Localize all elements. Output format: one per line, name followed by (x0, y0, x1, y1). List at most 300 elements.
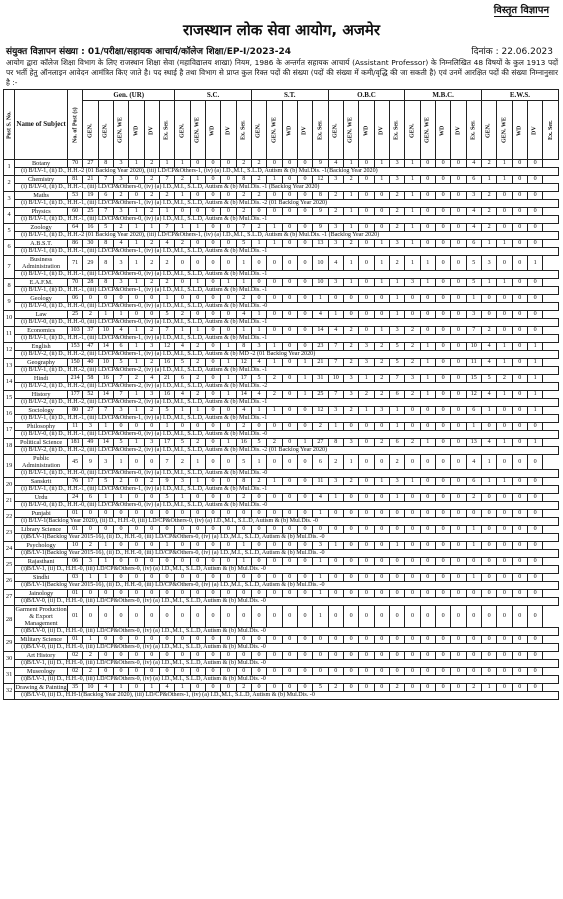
header-group-st: S.T. (251, 90, 328, 101)
row-cell: 0 (129, 606, 144, 628)
row-cell: 2 (481, 327, 496, 335)
row-cell: 1 (190, 279, 205, 287)
row-cell: 2 (251, 478, 266, 486)
row-post-count: 10 (68, 542, 83, 550)
row-cell: 0 (389, 636, 404, 644)
row-cell: 10 (98, 359, 113, 367)
row-cell: 0 (405, 590, 420, 598)
row-post-count: 80 (68, 407, 83, 415)
row-cell: 5 (236, 455, 251, 470)
row-cell: 2 (405, 439, 420, 447)
row-cell: 0 (159, 606, 174, 628)
row-cell: 0 (297, 279, 312, 287)
row-cell: 1 (297, 439, 312, 447)
row-disability-note: (i) B/LV-1, (ii) D., H.H.-2 (01 Backlog Year 2020), (iii) LD/CP&Others-1, (iv) (a) I.D.,M.I., S.L.D, Autism & (b) Mul.Dis. -1 (Backlog Year 2020) (15, 232, 559, 240)
row-cell: 0 (205, 343, 220, 351)
row-cell: 6 (175, 375, 190, 383)
row-cell: 2 (144, 407, 159, 415)
row-cell: 0 (405, 558, 420, 566)
row-cell: 0 (159, 652, 174, 660)
header-col-0-5: Ex. Ser. (159, 101, 174, 160)
row-cell: 0 (405, 668, 420, 676)
row-cell: 0 (113, 668, 128, 676)
header-col-5-4: Ex. Ser. (543, 101, 559, 160)
row-cell: 2 (144, 160, 159, 168)
row-cell: 0 (175, 590, 190, 598)
row-cell: 1 (159, 295, 174, 303)
row-cell: 0 (420, 590, 435, 598)
row-cell: 0 (512, 279, 527, 287)
row-cell: 0 (221, 636, 236, 644)
row-cell: 1 (175, 407, 190, 415)
row-cell: 0 (359, 510, 374, 518)
row-cell: 16 (83, 224, 98, 232)
row-cell: 0 (451, 192, 466, 200)
row-cell: 0 (359, 526, 374, 534)
row-post-count: 60 (68, 208, 83, 216)
row-cell: 5 (236, 240, 251, 248)
row-cell: 1 (497, 343, 512, 351)
row-subject: Maths (15, 192, 68, 200)
row-cell: 0 (343, 558, 358, 566)
row-cell: 5 (466, 279, 481, 287)
row-cell: 2 (251, 192, 266, 200)
row-disability-note: (i) B/LV-1(Backlog Year 2020), (ii) D., H.H.-0, (iii) LD/CP&Others-0, (iv) (a) I.D.,M.I., S.L.D, Autism & (b) Mul.Dis. -0 (15, 518, 559, 526)
row-cell: 3 (405, 375, 420, 383)
row-cell: 1 (221, 343, 236, 351)
row-cell: 0 (481, 574, 496, 582)
row-cell: 0 (190, 192, 205, 200)
row-disability-note: (i)B/LV-1(Backlog Year 2015-16), (ii) D., H.H.-0, (iii) LD/CP&Others-0, (iv) (a) I.D.,M.I., S.L.D, Autism & (b) Mul.Dis. -0 (15, 582, 559, 590)
row-cell: 2 (343, 478, 358, 486)
row-cell: 1 (420, 343, 435, 351)
header-group-mbc: M.B.C. (405, 90, 482, 101)
row-serial: 19 (4, 455, 15, 478)
row-cell: 0 (129, 192, 144, 200)
row-cell: 4 (251, 391, 266, 399)
row-cell: 0 (527, 590, 542, 598)
row-serial: 23 (4, 526, 15, 542)
row-cell: 5 (175, 359, 190, 367)
row-cell: 0 (190, 510, 205, 518)
row-cell: 0 (527, 208, 542, 216)
row-cell: 0 (481, 494, 496, 502)
row-cell: 0 (359, 208, 374, 216)
row-cell: 0 (405, 423, 420, 431)
row-cell: 0 (389, 652, 404, 660)
row-cell: 0 (175, 295, 190, 303)
row-cell: 0 (451, 526, 466, 534)
row-cell: 0 (190, 636, 205, 644)
row-cell: 1 (190, 407, 205, 415)
row-cell: 0 (497, 574, 512, 582)
row-cell: 0 (236, 574, 251, 582)
row-cell: 3 (113, 279, 128, 287)
row-cell: 3 (175, 478, 190, 486)
row-post-count: 86 (68, 240, 83, 248)
row-cell: 1 (113, 455, 128, 470)
row-cell: 0 (451, 343, 466, 351)
row-cell: 8 (98, 160, 113, 168)
row-cell: 0 (267, 526, 282, 534)
row-cell: 0 (481, 295, 496, 303)
row-cell: 1 (221, 279, 236, 287)
row-cell: 0 (159, 526, 174, 534)
row-cell: 1 (374, 327, 389, 335)
row-cell: 1 (297, 359, 312, 367)
row-cell: 0 (435, 574, 450, 582)
row-cell: 3 (328, 478, 343, 486)
row-cell: 1 (175, 192, 190, 200)
row-cell: 0 (420, 478, 435, 486)
row-post-count: 02 (68, 652, 83, 660)
row-cell: 0 (159, 574, 174, 582)
row-cell: 0 (129, 526, 144, 534)
row-cell: 5 (251, 439, 266, 447)
row-cell: 0 (497, 590, 512, 598)
row-cell: 0 (497, 494, 512, 502)
row-cell: 3 (466, 311, 481, 319)
row-cell: 1 (190, 224, 205, 232)
row-cell: 0 (313, 652, 328, 660)
row-cell: 0 (359, 455, 374, 470)
row-cell: 0 (205, 455, 220, 470)
row-cell: 1 (481, 240, 496, 248)
row-disability-note: (i)B/LV-1(Backlog Year 2015-16), (ii) D., H.H.-0, (iii) LD/CP&Others-0, (iv) (a) I.D.,M.I., S.L.D, Autism & (b) Mul.Dis. -0 (15, 550, 559, 558)
row-subject: Chemistry (15, 176, 68, 184)
row-cell: 1 (313, 574, 328, 582)
row-cell: 0 (328, 558, 343, 566)
row-cell: 2 (343, 407, 358, 415)
table-row (4, 526, 559, 534)
row-cell: 7 (328, 359, 343, 367)
row-cell: 0 (527, 668, 542, 676)
row-cell: 5 (389, 343, 404, 351)
row-cell: 2 (389, 256, 404, 271)
row-cell: 1 (267, 343, 282, 351)
row-cell: 0 (451, 636, 466, 644)
row-cell: 0 (267, 423, 282, 431)
row-cell: 0 (512, 192, 527, 200)
row-disability-note: (i) B/LV-2, (ii) D., H.H.-2, (iii) LD/CP&Others-1, (iv) (a) I.D.,M.I., S.L.D, Autism & (b) MD -2 (01 Backlog Year 2020) (15, 351, 559, 359)
row-cell: 0 (205, 176, 220, 184)
header-sno: Post S. No. (4, 90, 15, 160)
header-row-groups (4, 90, 559, 101)
row-cell: 0 (282, 455, 297, 470)
row-cell: 0 (205, 668, 220, 676)
row-cell: 2 (481, 160, 496, 168)
row-cell: 2 (481, 208, 496, 216)
header-group-gen: Gen. (UR) (83, 90, 175, 101)
row-cell: 1 (313, 606, 328, 628)
row-cell: 0 (435, 391, 450, 399)
row-disability-note: (i) B/LV-0, (ii) D., H.H.-0, (iii) LD/CP&Others-0, (iv) (a) I.D.,M.I., S.L.D, Autism & (b) Mul.Dis. -0 (15, 303, 559, 311)
row-cell: 0 (451, 478, 466, 486)
row-cell: 0 (435, 684, 450, 692)
row-cell: 0 (144, 590, 159, 598)
row-cell: 1 (251, 327, 266, 335)
row-post-count: 76 (68, 478, 83, 486)
advertisement-type-tag: विस्तृत विज्ञापन (494, 2, 549, 17)
row-cell: 0 (282, 423, 297, 431)
row-cell: 4 (328, 327, 343, 335)
header-group-ews: E.W.S. (481, 90, 558, 101)
row-cell: 0 (497, 224, 512, 232)
table-row (4, 327, 559, 335)
row-cell: 0 (251, 510, 266, 518)
row-cell: 1 (251, 240, 266, 248)
row-cell: 1 (129, 407, 144, 415)
row-cell: 4 (466, 224, 481, 232)
row-post-count: 214 (68, 375, 83, 383)
table-row (4, 343, 559, 351)
row-disability-note: (i)B/LV-0, (ii) D., H.H-1(Backlog Year 2020), (iii) LD/CP&Others-1, (iv) (a) I.D.,M.I., S.L.D, Autism & (b) Mul.Dis. -0 (15, 692, 559, 700)
row-cell: 7 (159, 176, 174, 184)
row-cell: 0 (374, 668, 389, 676)
row-cell: 0 (512, 478, 527, 486)
row-cell: 0 (512, 160, 527, 168)
row-cell: 0 (451, 407, 466, 415)
row-cell: 0 (297, 343, 312, 351)
row-cell: 7 (159, 224, 174, 232)
row-post-count: 24 (68, 494, 83, 502)
row-cell: 0 (527, 279, 542, 287)
row-cell: 0 (113, 423, 128, 431)
row-cell: 2 (190, 375, 205, 383)
row-cell: 0 (497, 526, 512, 534)
row-cell: 0 (190, 558, 205, 566)
row-cell: 37 (83, 327, 98, 335)
row-cell: 0 (190, 494, 205, 502)
row-post-count: 71 (68, 256, 83, 271)
row-cell: 0 (297, 176, 312, 184)
row-cell: 27 (313, 439, 328, 447)
row-cell: 58 (83, 375, 98, 383)
row-cell: 0 (251, 668, 266, 676)
row-cell: 0 (512, 295, 527, 303)
table-row (4, 375, 559, 383)
row-cell: 0 (451, 327, 466, 335)
row-cell: 0 (328, 295, 343, 303)
row-cell: 0 (512, 590, 527, 598)
row-cell: 0 (481, 423, 496, 431)
row-cell: 0 (205, 279, 220, 287)
row-cell: 2 (144, 192, 159, 200)
row-cell: 0 (175, 652, 190, 660)
row-subject: Sindhi (15, 574, 68, 582)
row-cell: 0 (144, 606, 159, 628)
row-cell: 0 (420, 295, 435, 303)
row-cell: 0 (282, 439, 297, 447)
row-cell: 0 (282, 224, 297, 232)
row-cell: 4 (481, 439, 496, 447)
row-cell: 2 (374, 375, 389, 383)
row-serial: 5 (4, 224, 15, 240)
row-cell: 0 (466, 590, 481, 598)
row-cell: 0 (267, 542, 282, 550)
row-cell: 2 (405, 327, 420, 335)
row-cell: 2 (374, 439, 389, 447)
row-cell: 1 (497, 240, 512, 248)
row-serial: 2 (4, 176, 15, 192)
header-col-2-3: DV (297, 101, 312, 160)
row-cell: 2 (374, 391, 389, 399)
row-cell: 3 (389, 160, 404, 168)
row-cell: 0 (343, 652, 358, 660)
table-row (4, 684, 559, 692)
row-cell: 0 (527, 311, 542, 319)
header-col-3-3: DV (374, 101, 389, 160)
table-note-row (4, 582, 559, 590)
row-cell: 0 (205, 636, 220, 644)
row-cell: 0 (282, 279, 297, 287)
row-cell: 0 (190, 423, 205, 431)
row-cell: 0 (359, 160, 374, 168)
row-cell: 1 (313, 558, 328, 566)
row-cell: 0 (512, 510, 527, 518)
row-cell: 1 (359, 407, 374, 415)
row-cell: 1 (420, 359, 435, 367)
row-cell: 0 (129, 423, 144, 431)
row-cell: 1 (98, 423, 113, 431)
row-disability-note: (i) B/LV-1, (ii) D., H.H.-1, (iii) LD/CP&Others-0, (iv) (a) I.D.,M.I., S.L.D, Autism & (b) Mul.Dis. -1 (15, 271, 559, 279)
row-cell: 1 (420, 256, 435, 271)
row-cell: 0 (328, 510, 343, 518)
row-cell: 1 (481, 684, 496, 692)
row-cell: 1 (420, 375, 435, 383)
row-serial: 28 (4, 606, 15, 636)
row-cell: 0 (512, 375, 527, 383)
row-subject: Law (15, 311, 68, 319)
row-cell: 0 (451, 240, 466, 248)
row-serial: 32 (4, 684, 15, 700)
row-cell: 0 (343, 574, 358, 582)
row-cell: 6 (83, 494, 98, 502)
table-note-row (4, 415, 559, 423)
row-cell: 0 (297, 510, 312, 518)
row-cell: 0 (466, 652, 481, 660)
row-cell: 5 (481, 375, 496, 383)
row-cell: 14 (98, 439, 113, 447)
row-cell: 0 (113, 558, 128, 566)
row-cell: 0 (205, 224, 220, 232)
row-cell: 0 (343, 494, 358, 502)
row-cell: 4 (113, 240, 128, 248)
row-cell: 47 (83, 343, 98, 351)
table-note-row (4, 486, 559, 494)
row-cell: 0 (221, 606, 236, 628)
row-cell: 2 (328, 455, 343, 470)
row-cell: 1 (481, 455, 496, 470)
row-cell: 2 (83, 652, 98, 660)
row-cell: 9 (313, 208, 328, 216)
row-disability-note: (i) B/LV-2, (ii) D., H.H.-2, (iii) LD/CP&Others-2, (iv) (a) I.D.,M.I., S.L.D, Autism & (b) Mul.Dis. -2 (15, 383, 559, 391)
row-cell: 2 (389, 208, 404, 216)
row-cell: 1 (313, 295, 328, 303)
row-cell: 0 (205, 684, 220, 692)
row-cell: 1 (98, 311, 113, 319)
row-cell: 0 (374, 455, 389, 470)
row-cell: 0 (420, 510, 435, 518)
row-cell: 1 (389, 279, 404, 287)
row-cell: 2 (144, 478, 159, 486)
row-post-count: 06 (68, 558, 83, 566)
row-cell: 0 (205, 526, 220, 534)
row-cell: 0 (451, 542, 466, 550)
row-cell: 1 (466, 574, 481, 582)
row-cell: 0 (512, 224, 527, 232)
table-row (4, 606, 559, 628)
row-cell: 0 (435, 176, 450, 184)
row-cell: 0 (435, 668, 450, 676)
row-cell: 0 (527, 176, 542, 184)
row-cell: 1 (129, 327, 144, 335)
row-subject: Public Administration (15, 455, 68, 470)
row-cell: 0 (359, 636, 374, 644)
row-cell: 0 (343, 684, 358, 692)
row-cell: 0 (359, 256, 374, 271)
table-note-row (4, 216, 559, 224)
row-cell: 7 (466, 327, 481, 335)
row-cell: 0 (389, 668, 404, 676)
row-cell: 0 (282, 192, 297, 200)
row-cell: 0 (420, 192, 435, 200)
row-cell: 0 (190, 208, 205, 216)
row-cell: 0 (497, 208, 512, 216)
row-cell: 0 (221, 311, 236, 319)
row-cell: 0 (282, 636, 297, 644)
row-cell: 0 (251, 256, 266, 271)
row-cell: 0 (267, 279, 282, 287)
row-cell: 0 (205, 494, 220, 502)
row-cell: 0 (451, 295, 466, 303)
row-cell: 0 (451, 684, 466, 692)
row-cell: 1 (527, 391, 542, 399)
row-cell: 2 (83, 311, 98, 319)
row-cell: 0 (205, 311, 220, 319)
row-cell: 0 (83, 606, 98, 628)
row-serial: 9 (4, 295, 15, 311)
row-cell: 1 (144, 224, 159, 232)
row-cell: 0 (267, 295, 282, 303)
row-cell: 0 (512, 652, 527, 660)
row-cell: 0 (159, 558, 174, 566)
row-cell: 0 (435, 494, 450, 502)
row-cell: 1 (497, 359, 512, 367)
row-cell: 0 (435, 375, 450, 383)
row-cell: 0 (129, 574, 144, 582)
row-cell: 3 (251, 343, 266, 351)
row-cell: 1 (129, 359, 144, 367)
row-cell: 0 (144, 311, 159, 319)
row-cell: 0 (113, 590, 128, 598)
row-cell: 1 (389, 494, 404, 502)
row-cell: 0 (144, 652, 159, 660)
row-post-count: 64 (68, 224, 83, 232)
row-cell: 21 (159, 375, 174, 383)
row-cell: 0 (144, 510, 159, 518)
row-cell: 1 (313, 510, 328, 518)
row-cell: 0 (389, 590, 404, 598)
row-cell: 4 (481, 343, 496, 351)
row-cell: 0 (527, 494, 542, 502)
row-cell: 0 (512, 574, 527, 582)
row-cell: 12 (313, 176, 328, 184)
row-cell: 1 (190, 176, 205, 184)
row-cell: 1 (374, 478, 389, 486)
row-cell: 0 (405, 652, 420, 660)
row-cell: 4 (466, 208, 481, 216)
